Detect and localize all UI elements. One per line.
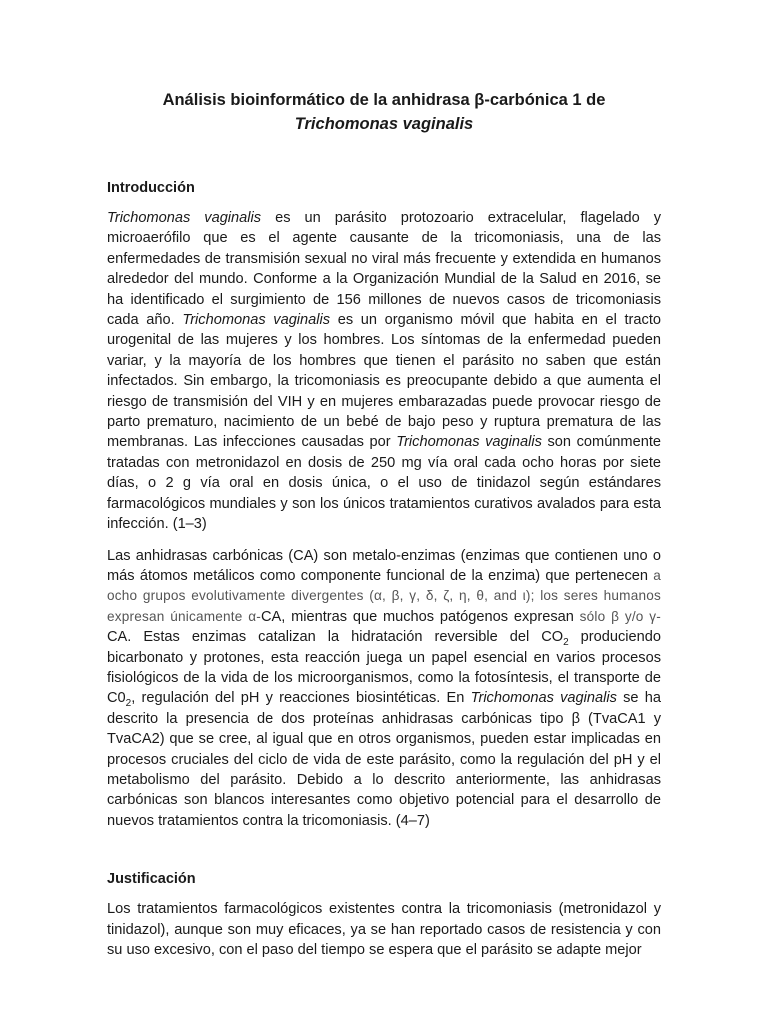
introduccion-heading: Introducción xyxy=(107,180,195,196)
text-run: Las anhidrasas carbónicas (CA) son metalo-enzimas (enzimas que contienen uno o más átomos metálicos como componente funcional de la enzima) que pertenecen xyxy=(107,547,661,584)
subscript: 2 xyxy=(563,637,569,649)
species-name: Trichomonas vaginalis xyxy=(470,690,617,707)
text-run: es un organismo móvil que habita en el tracto urogenital de las mujeres y los hombres. Los síntomas de la enfermedad pueden variar, y la mayoría de los hombres que tienen el parásito no saben que están infectados. Sin embargo, la tricomoniasis es preocupante debido a que aumenta el riesgo de transmisión del VIH y en mujeres embarazadas puede provocar riesgo de parto prematuro, nacimiento de un bebé de bajo peso y ruptura prematura de las membranas. Las infecciones causadas por xyxy=(107,312,661,451)
text-run: se ha descrito la presencia de dos proteínas anhidrasas carbónicas tipo β (TvaCA1 y TvaCA2) que se cree, al igual que en otros organismos, pueden estar implicadas en procesos cruciales del ciclo de vida de este parásito, como la regulación del pH y el metabolismo del parásito. Debido a lo descrito anteriormente, las anhidrasas carbónicas son blancos interesantes como objetivo potencial para el desarrollo de nuevos tratamientos contra la tricomoniasis. (4–7) xyxy=(107,690,661,829)
document-page xyxy=(107,88,661,960)
species-name: Trichomonas vaginalis xyxy=(396,434,542,451)
title-line-1: Análisis bioinformático de la anhidrasa β-carbónica 1 de xyxy=(162,91,606,109)
title-line-2: Trichomonas vaginalis xyxy=(294,115,474,133)
document-title xyxy=(107,88,661,136)
text-run: es un parásito protozoario extracelular, flagelado y microaerófilo que es el agente causante de la tricomoniasis, una de las enfermedades de transmisión sexual no viral más frecuente y extendida en humanos alrededor del mundo. Conforme a la Organización Mundial de la Salud en 2016, se ha identificado el surgimiento de 156 millones de nuevos casos de tricomoniasis cada año. xyxy=(107,210,661,329)
text-run-pasted: sólo β y/o γ- xyxy=(579,608,661,624)
text-run-pasted: a ocho grupos evolutivamente divergentes (α, β, γ, δ, ζ, η, θ, and ι); los seres humanos expresan únicamente α- xyxy=(107,567,661,624)
species-name: Trichomonas vaginalis xyxy=(182,312,331,329)
text-run: son comúnmente tratadas con metronidazol en dosis de 250 mg vía oral cada ocho horas por siete días, o 2 g vía oral en dosis única, o el uso de tinidazol según estándares farmacológicos mundiales y son los únicos tratamientos curativos avalados para esta infección. (1–3) xyxy=(107,434,661,533)
text-run: , regulación del pH y reacciones biosintéticas. En xyxy=(131,690,471,707)
justificacion-paragraph-1: Los tratamientos farmacológicos existentes contra la tricomoniasis (metronidazol y tinidazol), aunque son muy eficaces, ya se han reportado casos de resistencia y con su uso excesivo, con el paso del tiempo se espera que el parásito se adapte mejor xyxy=(107,901,661,958)
subscript: 2 xyxy=(125,698,132,710)
text-run: produciendo bicarbonato y protones, esta reacción juega un papel esencial en varios procesos fisiológicos de la vida de los microorganismos, como la fotosíntesis, el transporte de C0 xyxy=(107,629,661,707)
introduccion-paragraph-1 xyxy=(107,208,661,535)
justificacion-heading: Justificación xyxy=(107,871,196,888)
species-name: Trichomonas vaginalis xyxy=(107,210,262,226)
text-run: CA, mientras que muchos patógenos expresan xyxy=(261,608,580,625)
introduccion-paragraph-2 xyxy=(107,546,661,832)
text-run: CA. Estas enzimas catalizan la hidratación reversible del CO xyxy=(107,629,564,646)
